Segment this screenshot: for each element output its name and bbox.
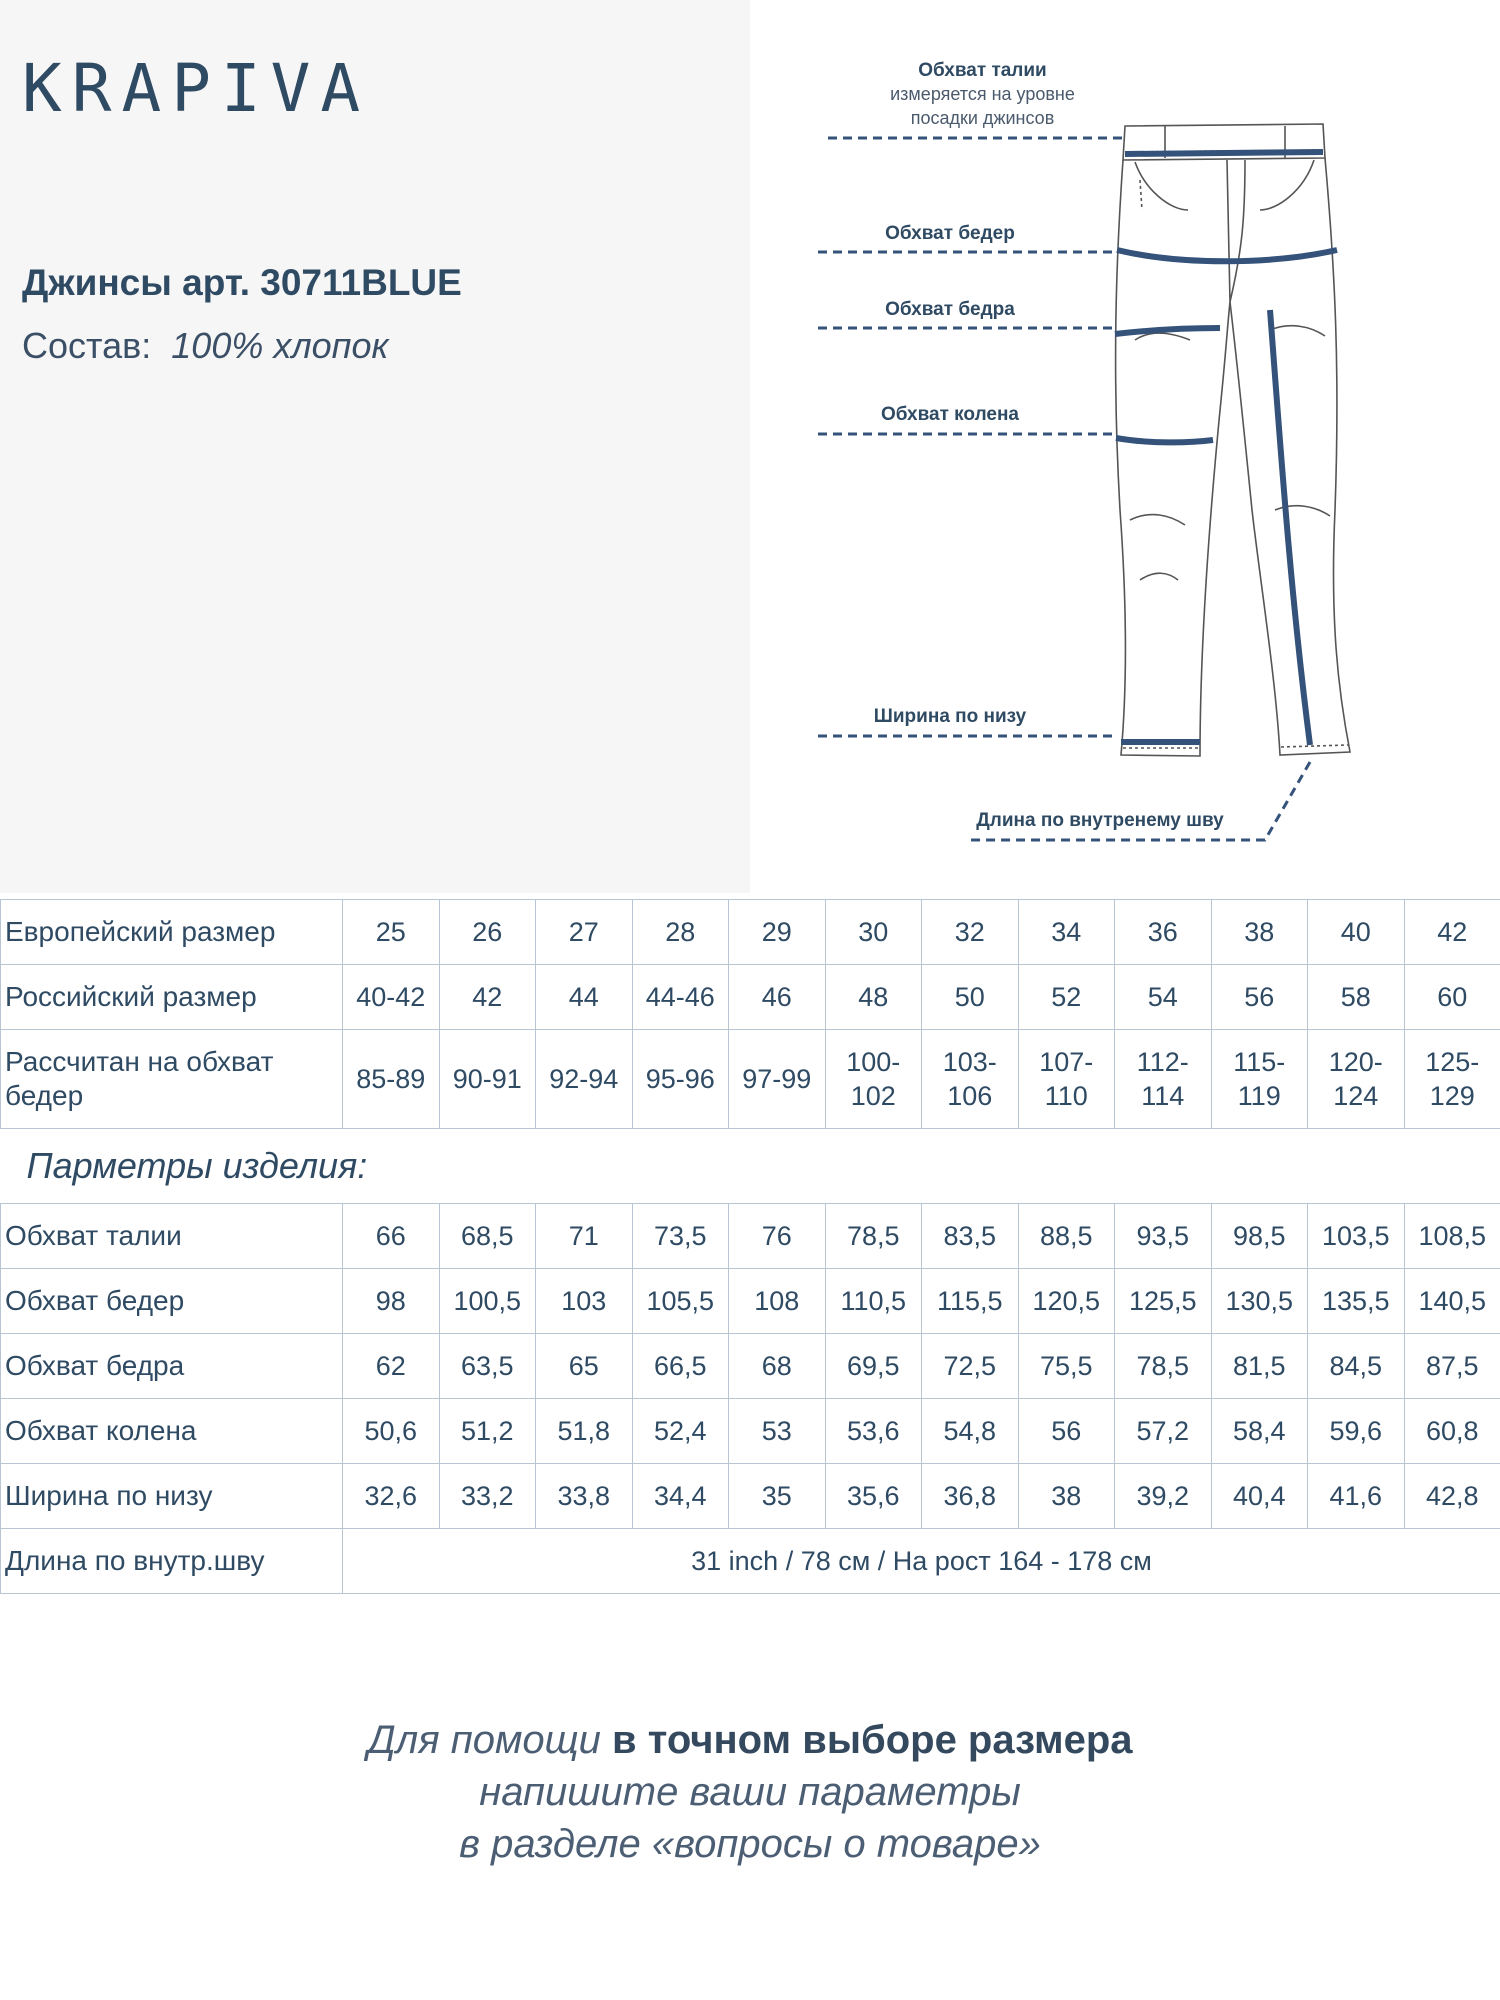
hips-measure-line xyxy=(1117,250,1337,261)
help-line-1 xyxy=(0,1718,1500,1763)
table-cell: 100,5 xyxy=(439,1269,536,1334)
table-cell: 34,4 xyxy=(632,1464,729,1529)
table-cell: 60,8 xyxy=(1404,1399,1500,1464)
table-cell: 58,4 xyxy=(1211,1399,1308,1464)
table-cell: 107-110 xyxy=(1018,1030,1115,1129)
table-cell: 50,6 xyxy=(343,1399,440,1464)
table-cell: 56 xyxy=(1018,1399,1115,1464)
table-cell: 52 xyxy=(1018,965,1115,1030)
table-cell: 35,6 xyxy=(825,1464,922,1529)
table-cell: 42 xyxy=(439,965,536,1030)
table-cell: 42 xyxy=(1404,900,1500,965)
table-cell: 25 xyxy=(343,900,440,965)
table-cell: 60 xyxy=(1404,965,1500,1030)
label-waist: Обхват талии xyxy=(918,60,1047,81)
table-cell: 46 xyxy=(729,965,826,1030)
waist-measure-line xyxy=(1125,152,1323,154)
table-row xyxy=(1,965,1500,1030)
row-label: Обхват колена xyxy=(1,1399,343,1464)
table-cell: 44-46 xyxy=(632,965,729,1030)
table-cell: 28 xyxy=(632,900,729,965)
table-cell: 103,5 xyxy=(1308,1204,1405,1269)
table-cell: 105,5 xyxy=(632,1269,729,1334)
table-row xyxy=(1,1334,1500,1399)
table-cell: 57,2 xyxy=(1115,1399,1212,1464)
table-cell: 63,5 xyxy=(439,1334,536,1399)
table-cell: 65 xyxy=(536,1334,633,1399)
label-waist-note-1: измеряется на уровне xyxy=(890,84,1075,104)
table-cell: 100-102 xyxy=(825,1030,922,1129)
table-cell: 72,5 xyxy=(922,1334,1019,1399)
table-cell: 75,5 xyxy=(1018,1334,1115,1399)
table-cell: 36,8 xyxy=(922,1464,1019,1529)
table-cell: 125-129 xyxy=(1404,1030,1500,1129)
table-cell: 50 xyxy=(922,965,1019,1030)
table-cell: 125,5 xyxy=(1115,1269,1212,1334)
table-cell: 32 xyxy=(922,900,1019,965)
table-cell: 27 xyxy=(536,900,633,965)
table-cell: 103 xyxy=(536,1269,633,1334)
table-cell: 51,2 xyxy=(439,1399,536,1464)
table-cell: 98,5 xyxy=(1211,1204,1308,1269)
table-cell: 81,5 xyxy=(1211,1334,1308,1399)
table-cell: 68 xyxy=(729,1334,826,1399)
table-cell: 84,5 xyxy=(1308,1334,1405,1399)
table-row xyxy=(1,1204,1500,1269)
size-table xyxy=(0,899,1500,1594)
table-row xyxy=(1,1269,1500,1334)
table-cell: 42,8 xyxy=(1404,1464,1500,1529)
table-cell: 36 xyxy=(1115,900,1212,965)
table-cell: 34 xyxy=(1018,900,1115,965)
table-cell: 54,8 xyxy=(922,1399,1019,1464)
table-cell: 108,5 xyxy=(1404,1204,1500,1269)
table-cell: 78,5 xyxy=(825,1204,922,1269)
table-cell: 38 xyxy=(1211,900,1308,965)
table-cell: 40,4 xyxy=(1211,1464,1308,1529)
table-cell: 92-94 xyxy=(536,1030,633,1129)
label-knee: Обхват колена xyxy=(880,404,1019,425)
table-cell: 29 xyxy=(729,900,826,965)
section-title: Парметры изделия: xyxy=(1,1129,1500,1204)
table-cell: 44 xyxy=(536,965,633,1030)
table-cell: 76 xyxy=(729,1204,826,1269)
help-line-3: в разделе «вопросы о товаре» xyxy=(459,1822,1041,1866)
table-cell: 98 xyxy=(343,1269,440,1334)
table-cell: 30 xyxy=(825,900,922,965)
table-cell: 62 xyxy=(343,1334,440,1399)
help-line-1-bold: в точном выборе размера xyxy=(612,1718,1133,1762)
table-row xyxy=(1,1030,1500,1129)
row-label: Длина по внутр.шву xyxy=(1,1529,343,1594)
row-label: Российский размер xyxy=(1,965,343,1030)
table-cell: 71 xyxy=(536,1204,633,1269)
table-cell: 95-96 xyxy=(632,1030,729,1129)
table-cell: 83,5 xyxy=(922,1204,1019,1269)
size-table-params xyxy=(1,1204,1500,1529)
table-cell: 68,5 xyxy=(439,1204,536,1269)
table-cell: 40 xyxy=(1308,900,1405,965)
table-cell: 135,5 xyxy=(1308,1269,1405,1334)
table-cell: 35 xyxy=(729,1464,826,1529)
table-cell: 88,5 xyxy=(1018,1204,1115,1269)
inseam-value: 31 inch / 78 см / На рост 164 - 178 см xyxy=(343,1529,1500,1594)
row-label: Обхват талии xyxy=(1,1204,343,1269)
table-cell: 33,8 xyxy=(536,1464,633,1529)
table-cell: 112-114 xyxy=(1115,1030,1212,1129)
inseam-measure-line xyxy=(1270,310,1310,745)
table-cell: 41,6 xyxy=(1308,1464,1405,1529)
table-cell: 39,2 xyxy=(1115,1464,1212,1529)
help-line-1-normal: Для помощи xyxy=(367,1718,601,1762)
table-cell: 90-91 xyxy=(439,1030,536,1129)
table-row xyxy=(1,1529,1500,1594)
table-cell: 59,6 xyxy=(1308,1399,1405,1464)
row-label: Ширина по низу xyxy=(1,1464,343,1529)
composition xyxy=(22,325,389,367)
table-cell: 108 xyxy=(729,1269,826,1334)
table-cell: 52,4 xyxy=(632,1399,729,1464)
size-table-top xyxy=(1,900,1500,1129)
label-hips: Обхват бедер xyxy=(885,223,1015,244)
table-cell: 87,5 xyxy=(1404,1334,1500,1399)
table-cell: 73,5 xyxy=(632,1204,729,1269)
table-cell: 93,5 xyxy=(1115,1204,1212,1269)
table-row xyxy=(1,900,1500,965)
size-table-section xyxy=(1,1129,1500,1204)
label-waist-note-2: посадки джинсов xyxy=(910,108,1055,128)
table-cell: 58 xyxy=(1308,965,1405,1030)
table-cell: 130,5 xyxy=(1211,1269,1308,1334)
table-cell: 66,5 xyxy=(632,1334,729,1399)
label-hem: Ширина по низу xyxy=(873,706,1027,727)
table-cell: 53,6 xyxy=(825,1399,922,1464)
table-cell: 103-106 xyxy=(922,1030,1019,1129)
table-cell: 66 xyxy=(343,1204,440,1269)
composition-label: Состав: xyxy=(22,325,152,366)
product-title: Джинсы арт. 30711BLUE xyxy=(22,262,462,303)
composition-value: 100% хлопок xyxy=(171,325,389,366)
table-cell: 110,5 xyxy=(825,1269,922,1334)
table-cell: 32,6 xyxy=(343,1464,440,1529)
table-cell: 33,2 xyxy=(439,1464,536,1529)
row-label: Рассчитан на обхват бедер xyxy=(1,1030,343,1129)
table-cell: 38 xyxy=(1018,1464,1115,1529)
table-cell: 40-42 xyxy=(343,965,440,1030)
table-cell: 115,5 xyxy=(922,1269,1019,1334)
jeans-diagram xyxy=(790,40,1490,880)
table-cell: 54 xyxy=(1115,965,1212,1030)
table-cell: 56 xyxy=(1211,965,1308,1030)
table-cell: 48 xyxy=(825,965,922,1030)
help-line-2: напишите ваши параметры xyxy=(479,1770,1021,1814)
label-inseam: Длина по внутренему шву xyxy=(976,810,1224,831)
table-cell: 69,5 xyxy=(825,1334,922,1399)
row-label: Европейский размер xyxy=(1,900,343,965)
table-cell: 53 xyxy=(729,1399,826,1464)
table-cell: 140,5 xyxy=(1404,1269,1500,1334)
table-row xyxy=(1,1399,1500,1464)
size-table-inseam xyxy=(1,1529,1500,1594)
label-thigh: Обхват бедра xyxy=(885,299,1015,320)
knee-measure-line xyxy=(1116,438,1213,442)
table-row xyxy=(1,1464,1500,1529)
measure-lines xyxy=(1115,152,1337,745)
table-cell: 26 xyxy=(439,900,536,965)
jeans-illustration xyxy=(790,40,1490,880)
table-cell: 120,5 xyxy=(1018,1269,1115,1334)
table-cell: 78,5 xyxy=(1115,1334,1212,1399)
table-cell: 85-89 xyxy=(343,1030,440,1129)
row-label: Обхват бедер xyxy=(1,1269,343,1334)
table-cell: 97-99 xyxy=(729,1030,826,1129)
brand-logo: KRAPIVA xyxy=(22,50,371,127)
table-cell: 115-119 xyxy=(1211,1030,1308,1129)
row-label: Обхват бедра xyxy=(1,1334,343,1399)
header-panel xyxy=(0,0,750,893)
table-cell: 51,8 xyxy=(536,1399,633,1464)
section-row xyxy=(1,1129,1500,1204)
table-cell: 120-124 xyxy=(1308,1030,1405,1129)
